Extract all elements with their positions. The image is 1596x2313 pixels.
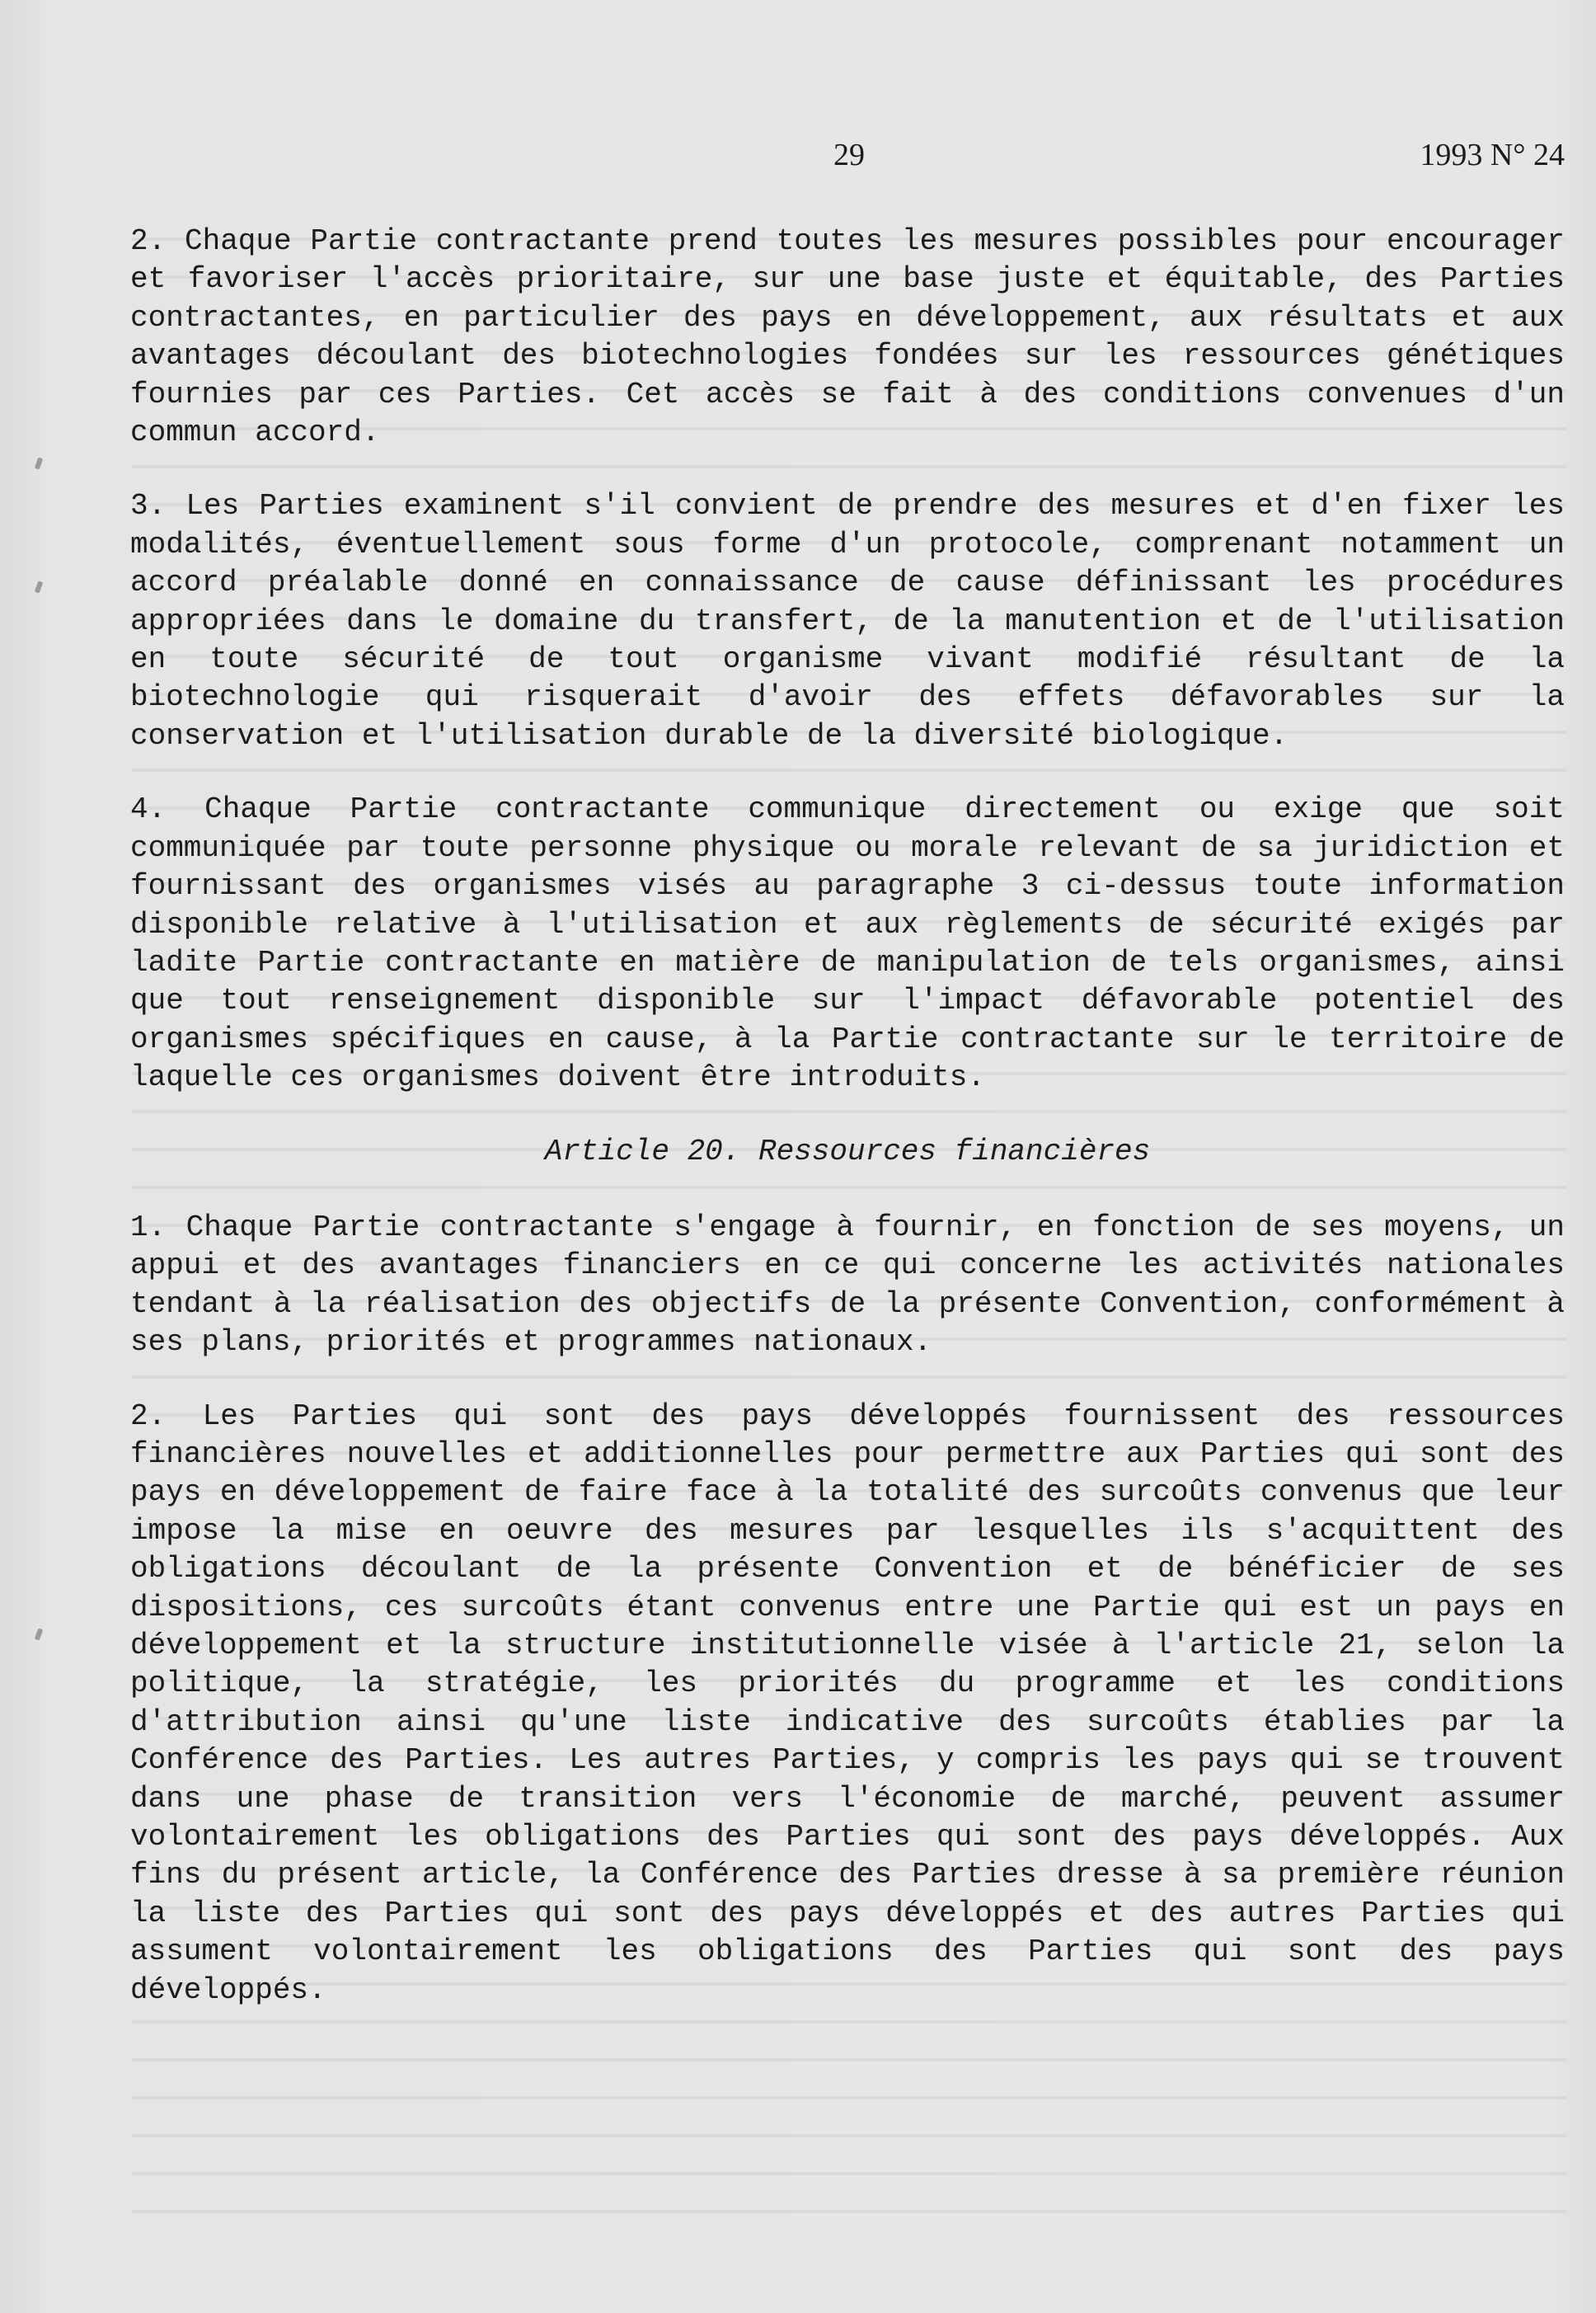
document-body bbox=[130, 223, 1565, 2045]
margin-mark bbox=[35, 581, 43, 593]
issue-number: 1993 N° 24 bbox=[1420, 138, 1565, 172]
margin-mark bbox=[35, 1628, 43, 1640]
article-heading: Article 20. Ressources financières bbox=[544, 1134, 1151, 1168]
page-header bbox=[0, 132, 1596, 181]
paragraph: 3. Les Parties examinent s'il convient de prendre des mesures et d'en fixer les modalités, éventuellement sous forme d'un protocole, comprenant notamment un accord préalable donné en connaissance de cause définissant les procédures appropriées dans le domaine du transfert, de la manutention et de l'utilisation en toute sécurité de tout organisme vivant modifié résultant de la biotechnologie qui risquerait d'avoir des effets défavorables sur la conservation et l'utilisation durable de la diversité biologique. bbox=[130, 489, 1565, 753]
paragraph: 1. Chaque Partie contractante s'engage à fournir, en fonction de ses moyens, un appui et des avantages financiers en ce qui concerne les activités nationales tendant à la réalisation des objectifs de la présente Convention, conformément à ses plans, priorités et programmes nationaux. bbox=[130, 1210, 1565, 1360]
paragraph: 2. Les Parties qui sont des pays développés fournissent des ressources financières nouvelles et additionnelles pour permettre aux Parties qui sont des pays en développement de faire face à la totalité des surcoûts convenus que leur impose la mise en oeuvre des mesures par lesquelles ils s'acquittent des obligations découlant de la présente Convention et de bénéficier de ses dispositions, ces surcoûts étant convenus entre une Partie qui est un pays en développement et la structure institutionnelle visée à l'article 21, selon la politique, la stratégie, les priorités du programme et les conditions d'attribution ainsi qu'une liste indicative des surcoûts établies par la Conférence des Parties. Les autres Parties, y compris les pays qui se trouvent dans une phase de transition vers l'économie de marché, peuvent assumer volontairement les obligations des Parties qui sont des pays développés. Aux fins du présent article, la Conférence des Parties dresse à sa première réunion la liste des Parties qui sont des pays développés et des autres Parties qui assument volontairement les obligations des Parties qui sont des pays développés. bbox=[130, 1399, 1565, 2007]
paragraph: 4. Chaque Partie contractante communique directement ou exige que soit communiquée par toute personne physique ou morale relevant de sa juridiction et fournissant des organismes visés au paragraphe 3 ci-dessus toute information disponible relative à l'utilisation et aux règlements de sécurité exigés par ladite Partie contractante en matière de manipulation de tels organismes, ainsi que tout renseignement disponible sur l'impact défavorable potentiel des organismes spécifiques en cause, à la Partie contractante sur le territoire de laquelle ces organismes doivent être introduits. bbox=[130, 792, 1565, 1095]
page-number: 29 bbox=[833, 138, 865, 172]
paragraph: 2. Chaque Partie contractante prend toutes les mesures possibles pour encourager et favoriser l'accès prioritaire, sur une base juste et équitable, des Parties contractantes, en particulier des pays en développement, aux résultats et aux avantages découlant des biotechnologies fondées sur les ressources génétiques fournies par ces Parties. Cet accès se fait à des conditions convenues d'un commun accord. bbox=[130, 224, 1565, 450]
margin-mark bbox=[35, 457, 43, 469]
